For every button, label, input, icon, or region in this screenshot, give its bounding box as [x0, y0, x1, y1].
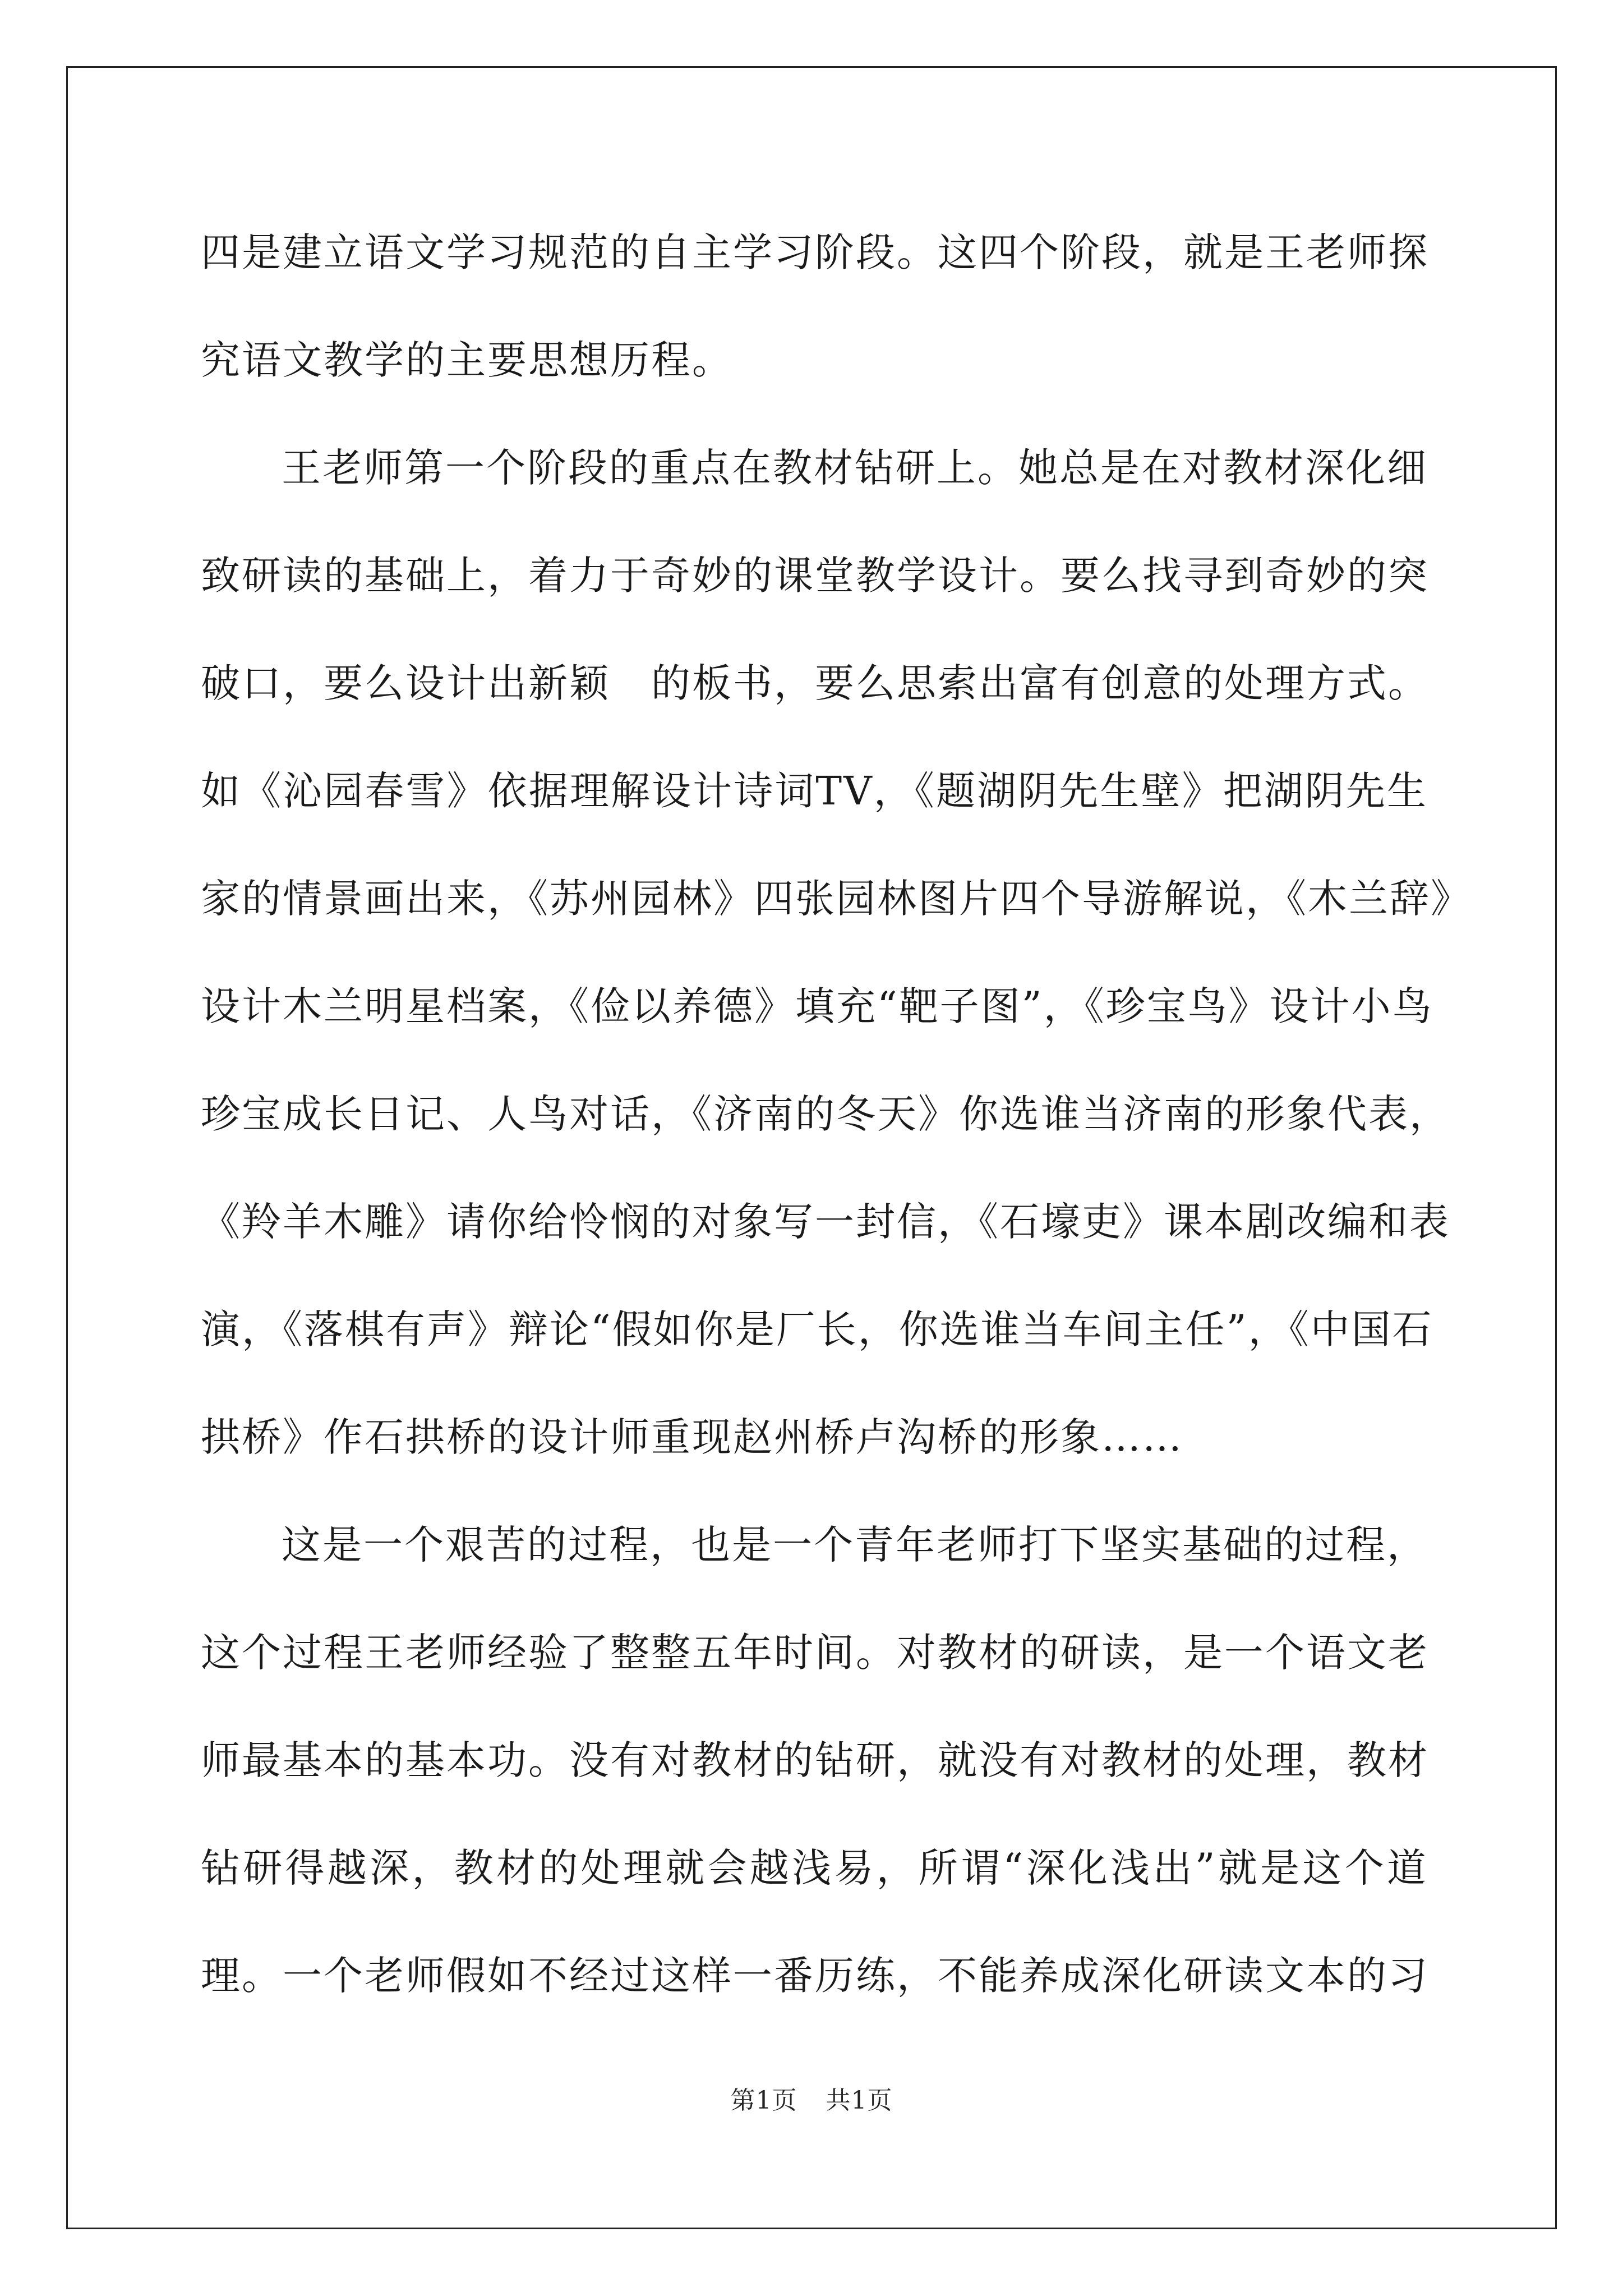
text-line: 致研读的基础上，着力于奇妙的课堂教学设计。要么找寻到奇妙的突: [201, 553, 1429, 599]
text-line: 这个过程王老师经验了整整五年时间。对教材的研读，是一个语文老: [201, 1630, 1429, 1676]
text-line: 师最基本的基本功。没有对教材的钻研，就没有对教材的处理，教材: [201, 1737, 1429, 1783]
text-line: 《羚羊木雕》请你给怜悯的对象写一封信，《石壕吏》课本剧改编和表: [201, 1199, 1450, 1245]
text-line: 家的情景画出来，《苏州园林》四张园林图片四个导游解说，《木兰辞》: [201, 876, 1472, 922]
text-line: 如《沁园春雪》依据理解设计诗词TV，《题湖阴先生壁》把湖阴先生: [201, 768, 1428, 814]
page-total: 共1页: [826, 2086, 893, 2115]
text-line: 钻研得越深，教材的处理就会越浅易，所谓“深化浅出”就是这个道: [201, 1845, 1428, 1891]
paragraph-start-line: 王老师第一个阶段的重点在教材钻研上。她总是在对教材深化细: [282, 445, 1428, 491]
paragraph-start-line: 这是一个艰苦的过程，也是一个青年老师打下坚实基础的过程，: [282, 1522, 1428, 1568]
document-body: [201, 212, 1472, 2043]
page-footer: [0, 2080, 1623, 2116]
text-line: 拱桥》作石拱桥的设计师重现赵州桥卢沟桥的形象……: [201, 1414, 1183, 1460]
text-line: 设计木兰明星档案，《俭以养德》填充“靶子图”，《珍宝鸟》设计小鸟: [201, 983, 1433, 1029]
page-number: 第1页: [730, 2086, 797, 2115]
text-line: 演，《落棋有声》辩论“假如你是厂长，你选谁当车间主任”，《中国石: [201, 1306, 1433, 1352]
text-line: 珍宝成长日记、人鸟对话，《济南的冬天》你选谁当济南的形象代表，: [201, 1091, 1450, 1137]
text-line: 理。一个老师假如不经过这样一番历练，不能养成深化研读文本的习: [201, 1953, 1429, 1999]
text-line: 破口，要么设计出新颖 的板书，要么思索出富有创意的处理方式。: [201, 660, 1429, 706]
text-line: 究语文教学的主要思想历程。: [201, 337, 733, 383]
text-line: 四是建立语文学习规范的自主学习阶段。这四个阶段，就是王老师探: [201, 229, 1429, 275]
